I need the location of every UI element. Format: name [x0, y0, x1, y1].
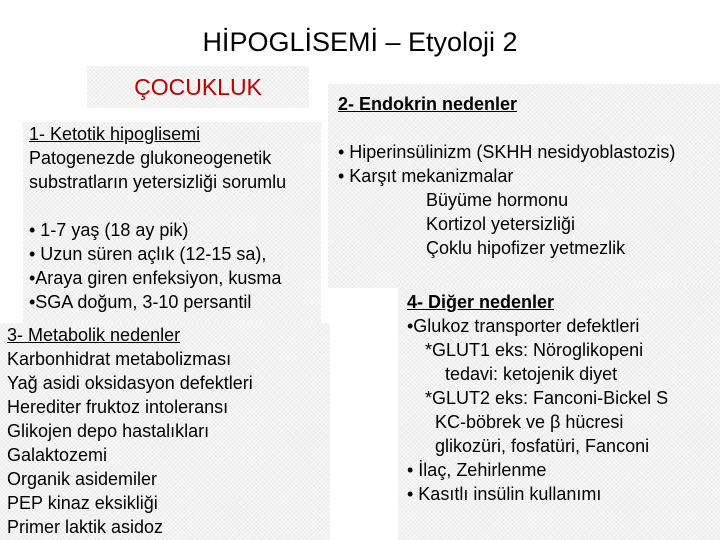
section-3-line: Primer laktik asidoz	[7, 517, 164, 537]
section-2-line: • Hiperinsülinizm (SKHH nesidyoblastozis)	[338, 142, 676, 162]
section-4-line: • Kasıtlı insülin kullanımı	[407, 484, 602, 504]
section-4-line: KC-böbrek ve β hücresi	[435, 412, 624, 432]
section-3-line: Herediter fruktoz intoleransı	[7, 397, 229, 417]
section-3-line: Organik asidemiler	[7, 469, 158, 489]
section-other	[398, 285, 720, 540]
section-1-line: •Araya giren enfeksiyon, kusma	[29, 268, 282, 288]
section-2-heading: 2- Endokrin nedenler	[338, 94, 518, 114]
section-4-line: •Glukoz transporter defektleri	[407, 316, 640, 336]
section-4-line: glikozüri, fosfatüri, Fanconi	[435, 436, 650, 456]
section-4-heading: 4- Diğer nedenler	[407, 292, 555, 312]
section-3-line: Galaktozemi	[7, 445, 108, 465]
section-endocrine	[328, 84, 720, 288]
section-3-line: Glikojen depo hastalıkları	[7, 421, 210, 441]
slide-title: HİPOGLİSEMİ – Etyoloji 2	[202, 27, 518, 57]
section-3-heading: 3- Metabolik nedenler	[7, 325, 181, 345]
section-4-line: tedavi: ketojenik diyet	[445, 364, 618, 384]
subtitle: ÇOCUKLUK	[134, 74, 262, 100]
section-3-line: Karbonhidrat metabolizması	[7, 349, 232, 369]
subtitle-box	[87, 66, 309, 108]
section-1-line: Patogenezde glukoneogenetik	[29, 148, 272, 168]
section-2-line: • Karşıt mekanizmalar	[338, 166, 514, 186]
section-3-line: PEP kinaz eksikliği	[7, 493, 158, 513]
section-2-line: Kortizol yetersizliği	[426, 214, 576, 234]
section-ketotic	[23, 122, 321, 326]
section-1-line: •SGA doğum, 3-10 persantil	[29, 292, 252, 312]
section-4-line: • İlaç, Zehirlenme	[407, 460, 547, 480]
section-4-line: *GLUT2 eks: Fanconi-Bickel S	[425, 388, 669, 408]
section-1-line: substratların yetersizliği sorumlu	[29, 172, 287, 192]
section-1-line: • Uzun süren açlık (12-15 sa),	[29, 244, 267, 264]
section-2-line: Çoklu hipofizer yetmezlik	[426, 238, 626, 258]
section-4-line: *GLUT1 eks: Nöroglikopeni	[425, 340, 644, 360]
section-2-line: Büyüme hormonu	[426, 190, 569, 210]
section-1-line: • 1-7 yaş (18 ay pik)	[29, 220, 189, 240]
section-1-heading: 1- Ketotik hipoglisemi	[29, 124, 201, 144]
section-3-line: Yağ asidi oksidasyon defektleri	[7, 373, 253, 393]
section-1-spacer	[29, 194, 321, 218]
section-metabolic	[0, 323, 330, 540]
